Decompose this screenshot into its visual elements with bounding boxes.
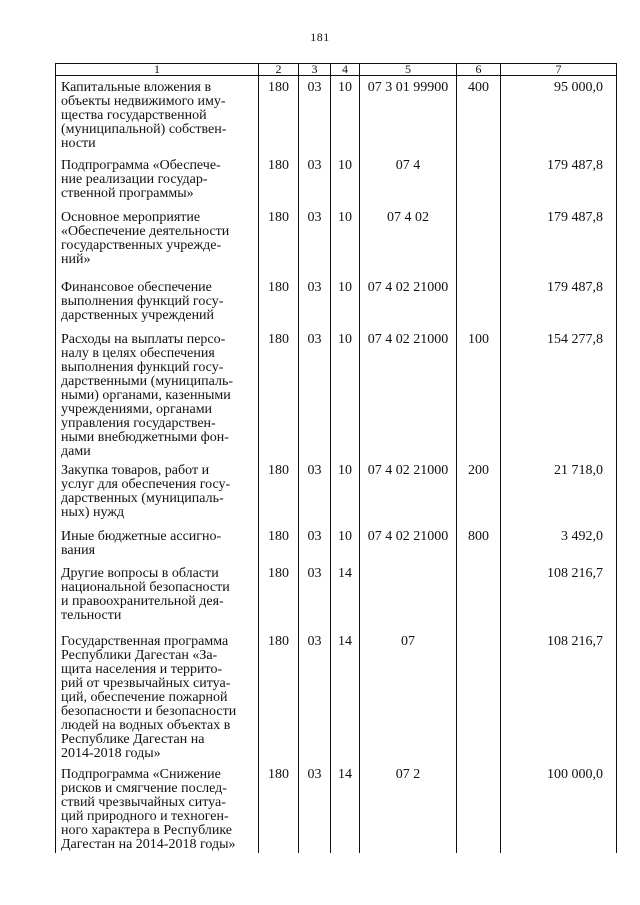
subsection-code: 14	[331, 630, 360, 763]
target-article-code: 07 4 02 21000	[360, 328, 457, 459]
row-name-line: ными внебюджетными фон-	[61, 429, 229, 445]
row-name-line: тельности	[61, 607, 122, 623]
row-name	[56, 562, 259, 630]
row-name-line: «Обеспечение деятельности	[61, 223, 230, 239]
target-article-code: 07 3 01 99900	[360, 76, 457, 154]
target-article-code: 07 4 02	[360, 206, 457, 276]
row-name-line: ний»	[61, 251, 91, 267]
row-name-line: дами	[61, 443, 91, 459]
section-code: 03	[299, 630, 331, 763]
target-article-code: 07 4	[360, 154, 457, 206]
table-row	[56, 276, 617, 328]
row-name-line: налу в целях обеспечения	[61, 345, 215, 361]
target-article-code: 07 4 02 21000	[360, 459, 457, 525]
target-article-code: 07	[360, 630, 457, 763]
row-name	[56, 328, 259, 459]
admin-code: 180	[259, 328, 299, 459]
subsection-code: 10	[331, 206, 360, 276]
amount: 21 718,0	[501, 459, 617, 525]
table-row	[56, 525, 617, 562]
amount: 179 487,8	[501, 276, 617, 328]
row-name-line: Республики Дагестан «За-	[61, 647, 218, 663]
row-name-line: выполнения функций госу-	[61, 293, 224, 309]
amount: 108 216,7	[501, 562, 617, 630]
row-name-line: ных) нужд	[61, 504, 125, 520]
row-name-line: ние реализации государ-	[61, 171, 208, 187]
row-name-line: ственной программы»	[61, 185, 194, 201]
row-name-line: вания	[61, 542, 96, 558]
row-name-line: ными) органами, казенными	[61, 387, 231, 403]
row-name	[56, 763, 259, 853]
column-header: 4	[331, 64, 360, 76]
subsection-code: 14	[331, 562, 360, 630]
row-name-line: Иные бюджетные ассигно-	[61, 528, 222, 544]
row-name-line: Подпрограмма «Снижение	[61, 766, 221, 782]
amount: 3 492,0	[501, 525, 617, 562]
amount: 95 000,0	[501, 76, 617, 154]
expense-type-code: 100	[457, 328, 501, 459]
section-code: 03	[299, 154, 331, 206]
target-article-code	[360, 562, 457, 630]
row-name-line: щита населения и террито-	[61, 661, 223, 677]
row-name	[56, 459, 259, 525]
row-name	[56, 276, 259, 328]
section-code: 03	[299, 206, 331, 276]
row-name-line: Республике Дагестан на	[61, 731, 205, 747]
row-name	[56, 76, 259, 154]
admin-code: 180	[259, 459, 299, 525]
row-name-line: щества государственной	[61, 108, 207, 123]
expense-type-code: 200	[457, 459, 501, 525]
expense-type-code: 400	[457, 76, 501, 154]
row-name-line: рий от чрезвычайных ситуа-	[61, 675, 231, 691]
row-name-line: дарственных (муниципаль-	[61, 490, 224, 506]
expense-type-code	[457, 763, 501, 853]
row-name-line: и правоохранительной дея-	[61, 593, 224, 609]
row-name-line: (муниципальной) собствен-	[61, 122, 227, 137]
row-name-line: государственных учрежде-	[61, 237, 222, 253]
target-article-code: 07 4 02 21000	[360, 525, 457, 562]
row-name-line: услуг для обеспечения госу-	[61, 476, 231, 492]
subsection-code: 10	[331, 76, 360, 154]
column-header: 7	[501, 64, 617, 76]
section-code: 03	[299, 562, 331, 630]
subsection-code: 14	[331, 763, 360, 853]
budget-table	[55, 63, 617, 853]
row-name	[56, 525, 259, 562]
table-body	[56, 76, 617, 853]
row-name-line: ствий чрезвычайных ситуа-	[61, 794, 226, 810]
row-name-line: людей на водных объектах в	[61, 717, 231, 733]
expense-type-code	[457, 562, 501, 630]
row-name-line: учреждениями, органами	[61, 401, 213, 417]
header-row	[56, 64, 617, 76]
row-name-line: Основное мероприятие	[61, 209, 201, 225]
amount: 108 216,7	[501, 630, 617, 763]
column-header: 6	[457, 64, 501, 76]
row-name-line: ций, обеспечение пожарной	[61, 689, 228, 705]
row-name-line: Закупка товаров, работ и	[61, 462, 210, 478]
row-name-line: объекты недвижимого иму-	[61, 94, 226, 109]
row-name-line: безопасности и безопасности	[61, 703, 237, 719]
table-row	[56, 206, 617, 276]
table-row	[56, 154, 617, 206]
subsection-code: 10	[331, 276, 360, 328]
expense-type-code	[457, 154, 501, 206]
amount: 179 487,8	[501, 206, 617, 276]
section-code: 03	[299, 276, 331, 328]
section-code: 03	[299, 328, 331, 459]
row-name	[56, 206, 259, 276]
admin-code: 180	[259, 76, 299, 154]
section-code: 03	[299, 459, 331, 525]
table-row	[56, 459, 617, 525]
column-header: 1	[56, 64, 259, 76]
section-code: 03	[299, 763, 331, 853]
amount: 154 277,8	[501, 328, 617, 459]
table-row	[56, 76, 617, 154]
row-name-line: Дагестан на 2014-2018 годы»	[61, 836, 236, 852]
row-name-line: ций природного и техноген-	[61, 808, 229, 824]
column-header: 3	[299, 64, 331, 76]
amount: 179 487,8	[501, 154, 617, 206]
expense-type-code	[457, 206, 501, 276]
amount: 100 000,0	[501, 763, 617, 853]
table-row	[56, 562, 617, 630]
column-header: 5	[360, 64, 457, 76]
admin-code: 180	[259, 630, 299, 763]
expense-type-code	[457, 630, 501, 763]
admin-code: 180	[259, 763, 299, 853]
row-name-line: Капитальные вложения в	[61, 80, 212, 95]
subsection-code: 10	[331, 525, 360, 562]
page-number: 181	[310, 30, 330, 44]
admin-code: 180	[259, 154, 299, 206]
subsection-code: 10	[331, 459, 360, 525]
row-name-line: Финансовое обеспечение	[61, 279, 212, 295]
expense-type-code: 800	[457, 525, 501, 562]
row-name-line: дарственными (муниципаль-	[61, 373, 234, 389]
row-name-line: Другие вопросы в области	[61, 565, 219, 581]
section-code: 03	[299, 525, 331, 562]
row-name-line: выполнения функций госу-	[61, 359, 224, 375]
target-article-code: 07 4 02 21000	[360, 276, 457, 328]
table-row	[56, 328, 617, 459]
row-name-line: национальной безопасности	[61, 579, 230, 595]
row-name-line: Расходы на выплаты персо-	[61, 331, 226, 347]
row-name-line: ного характера в Республике	[61, 822, 233, 838]
admin-code: 180	[259, 276, 299, 328]
row-name-line: ности	[61, 136, 96, 151]
subsection-code: 10	[331, 154, 360, 206]
subsection-code: 10	[331, 328, 360, 459]
row-name-line: дарственных учреждений	[61, 307, 215, 323]
row-name-line: управления государствен-	[61, 415, 216, 431]
row-name-line: рисков и смягчение послед-	[61, 780, 227, 796]
section-code: 03	[299, 76, 331, 154]
admin-code: 180	[259, 525, 299, 562]
row-name	[56, 630, 259, 763]
table-row	[56, 763, 617, 853]
table-row	[56, 630, 617, 763]
row-name	[56, 154, 259, 206]
admin-code: 180	[259, 206, 299, 276]
expense-type-code	[457, 276, 501, 328]
target-article-code: 07 2	[360, 763, 457, 853]
column-header: 2	[259, 64, 299, 76]
admin-code: 180	[259, 562, 299, 630]
row-name-line: Государственная программа	[61, 633, 229, 649]
row-name-line: Подпрограмма «Обеспече-	[61, 157, 221, 173]
row-name-line: 2014-2018 годы»	[61, 745, 161, 761]
